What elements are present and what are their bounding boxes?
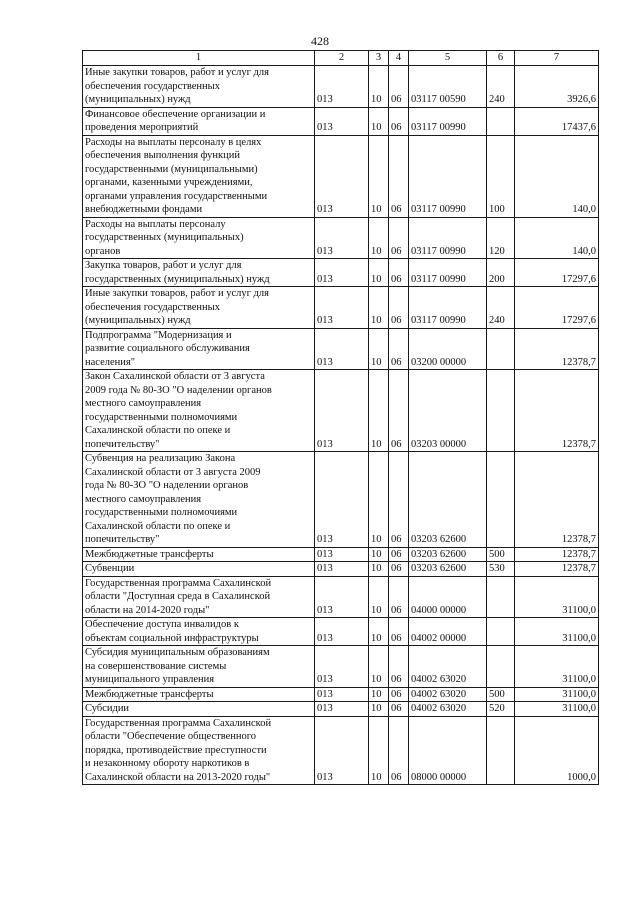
expense-type-cell: 530	[487, 562, 515, 577]
amount-cell: 17297,6	[515, 259, 599, 287]
amount-cell: 31100,0	[515, 687, 599, 702]
table-row	[83, 646, 599, 688]
expense-type-cell	[487, 452, 515, 548]
column-header-1: 1	[83, 51, 315, 66]
amount-cell: 31100,0	[515, 702, 599, 717]
target-article-cell: 08000 00000	[409, 716, 487, 785]
expense-type-cell	[487, 576, 515, 618]
expense-type-cell	[487, 716, 515, 785]
section-cell: 10	[369, 287, 389, 329]
code-cell: 013	[315, 452, 369, 548]
section-cell: 10	[369, 576, 389, 618]
table-row	[83, 452, 599, 548]
expense-type-cell: 100	[487, 135, 515, 217]
code-cell: 013	[315, 370, 369, 452]
subsection-cell: 06	[389, 562, 409, 577]
section-cell: 10	[369, 562, 389, 577]
table-row	[83, 702, 599, 717]
target-article-cell: 04002 63020	[409, 687, 487, 702]
expense-type-cell	[487, 107, 515, 135]
code-cell: 013	[315, 66, 369, 108]
subsection-cell: 06	[389, 287, 409, 329]
target-article-cell: 03117 00990	[409, 107, 487, 135]
expense-type-cell: 200	[487, 259, 515, 287]
amount-cell: 17297,6	[515, 287, 599, 329]
target-article-cell: 03117 00590	[409, 66, 487, 108]
table-row	[83, 618, 599, 646]
table-row	[83, 107, 599, 135]
subsection-cell: 06	[389, 259, 409, 287]
subsection-cell: 06	[389, 328, 409, 370]
name-cell: Обеспечение доступа инвалидов к объектам социальной инфраструктуры	[83, 618, 315, 646]
target-article-cell: 03203 62600	[409, 452, 487, 548]
subsection-cell: 06	[389, 702, 409, 717]
subsection-cell: 06	[389, 370, 409, 452]
subsection-cell: 06	[389, 716, 409, 785]
table-row	[83, 687, 599, 702]
subsection-cell: 06	[389, 687, 409, 702]
section-cell: 10	[369, 370, 389, 452]
name-cell: Иные закупки товаров, работ и услуг для обеспечения государственных (муниципальных) нужд	[83, 287, 315, 329]
name-cell: Закон Сахалинской области от 3 августа 2009 года № 80-ЗО "О наделении органов местного самоуправления государственными полномочиями Сахалинской области по опеке и попечительству"	[83, 370, 315, 452]
code-cell: 013	[315, 702, 369, 717]
target-article-cell: 03117 00990	[409, 135, 487, 217]
section-cell: 10	[369, 716, 389, 785]
code-cell: 013	[315, 646, 369, 688]
code-cell: 013	[315, 716, 369, 785]
expense-type-cell: 240	[487, 287, 515, 329]
amount-cell: 12378,7	[515, 547, 599, 562]
target-article-cell: 03117 00990	[409, 217, 487, 259]
subsection-cell: 06	[389, 66, 409, 108]
expense-type-cell	[487, 328, 515, 370]
header-row	[83, 51, 599, 66]
name-cell: Государственная программа Сахалинской области "Обеспечение общественного порядка, противодействие преступности и незаконному обороту наркотиков в Сахалинской области на 2013-2020 годы"	[83, 716, 315, 785]
target-article-cell: 03203 62600	[409, 547, 487, 562]
table-row	[83, 576, 599, 618]
section-cell: 10	[369, 66, 389, 108]
amount-cell: 17437,6	[515, 107, 599, 135]
name-cell: Субсидии	[83, 702, 315, 717]
subsection-cell: 06	[389, 135, 409, 217]
section-cell: 10	[369, 452, 389, 548]
name-cell: Субвенция на реализацию Закона Сахалинской области от 3 августа 2009 года № 80-ЗО "О наделении органов местного самоуправления государственными полномочиями Сахалинской области по опеке и попечительству"	[83, 452, 315, 548]
subsection-cell: 06	[389, 576, 409, 618]
amount-cell: 31100,0	[515, 646, 599, 688]
column-header-4: 4	[389, 51, 409, 66]
amount-cell: 3926,6	[515, 66, 599, 108]
expense-type-cell: 500	[487, 687, 515, 702]
target-article-cell: 04002 63020	[409, 702, 487, 717]
code-cell: 013	[315, 687, 369, 702]
code-cell: 013	[315, 217, 369, 259]
column-header-2: 2	[315, 51, 369, 66]
amount-cell: 31100,0	[515, 576, 599, 618]
subsection-cell: 06	[389, 217, 409, 259]
target-article-cell: 03200 00000	[409, 328, 487, 370]
section-cell: 10	[369, 135, 389, 217]
name-cell: Расходы на выплаты персоналу в целях обеспечения выполнения функций государственными (муниципальными) органами, казенными учреждениями, органами управления государственными внебюджетными фондами	[83, 135, 315, 217]
target-article-cell: 04002 63020	[409, 646, 487, 688]
name-cell: Иные закупки товаров, работ и услуг для обеспечения государственных (муниципальных) нужд	[83, 66, 315, 108]
column-header-5: 5	[409, 51, 487, 66]
section-cell: 10	[369, 687, 389, 702]
code-cell: 013	[315, 618, 369, 646]
table-row	[83, 716, 599, 785]
table-row	[83, 328, 599, 370]
target-article-cell: 03203 00000	[409, 370, 487, 452]
code-cell: 013	[315, 107, 369, 135]
expense-type-cell: 520	[487, 702, 515, 717]
target-article-cell: 03203 62600	[409, 562, 487, 577]
name-cell: Закупка товаров, работ и услуг для государственных (муниципальных) нужд	[83, 259, 315, 287]
table-row	[83, 66, 599, 108]
amount-cell: 12378,7	[515, 562, 599, 577]
name-cell: Расходы на выплаты персоналу государственных (муниципальных) органов	[83, 217, 315, 259]
name-cell: Межбюджетные трансферты	[83, 547, 315, 562]
section-cell: 10	[369, 646, 389, 688]
subsection-cell: 06	[389, 547, 409, 562]
expense-type-cell	[487, 370, 515, 452]
expense-type-cell: 120	[487, 217, 515, 259]
name-cell: Подпрограмма "Модернизация и развитие социального обслуживания населения"	[83, 328, 315, 370]
amount-cell: 31100,0	[515, 618, 599, 646]
subsection-cell: 06	[389, 452, 409, 548]
column-header-6: 6	[487, 51, 515, 66]
section-cell: 10	[369, 328, 389, 370]
code-cell: 013	[315, 328, 369, 370]
code-cell: 013	[315, 259, 369, 287]
amount-cell: 12378,7	[515, 370, 599, 452]
subsection-cell: 06	[389, 618, 409, 646]
name-cell: Субсидия муниципальным образованиям на совершенствование системы муниципального управления	[83, 646, 315, 688]
section-cell: 10	[369, 618, 389, 646]
table-row	[83, 562, 599, 577]
table-row	[83, 370, 599, 452]
code-cell: 013	[315, 547, 369, 562]
column-header-7: 7	[515, 51, 599, 66]
target-article-cell: 04000 00000	[409, 576, 487, 618]
name-cell: Межбюджетные трансферты	[83, 687, 315, 702]
target-article-cell: 03117 00990	[409, 259, 487, 287]
name-cell: Субвенции	[83, 562, 315, 577]
budget-table	[82, 50, 599, 785]
expense-type-cell	[487, 618, 515, 646]
table-row	[83, 547, 599, 562]
code-cell: 013	[315, 562, 369, 577]
subsection-cell: 06	[389, 107, 409, 135]
amount-cell: 12378,7	[515, 328, 599, 370]
expense-type-cell	[487, 646, 515, 688]
table-row	[83, 259, 599, 287]
section-cell: 10	[369, 547, 389, 562]
amount-cell: 1000,0	[515, 716, 599, 785]
code-cell: 013	[315, 576, 369, 618]
code-cell: 013	[315, 287, 369, 329]
amount-cell: 140,0	[515, 217, 599, 259]
name-cell: Государственная программа Сахалинской области "Доступная среда в Сахалинской области на 2014-2020 годы"	[83, 576, 315, 618]
page-number: 428	[311, 34, 329, 48]
section-cell: 10	[369, 107, 389, 135]
name-cell: Финансовое обеспечение организации и проведения мероприятий	[83, 107, 315, 135]
section-cell: 10	[369, 702, 389, 717]
expense-type-cell: 500	[487, 547, 515, 562]
amount-cell: 140,0	[515, 135, 599, 217]
column-header-3: 3	[369, 51, 389, 66]
code-cell: 013	[315, 135, 369, 217]
amount-cell: 12378,7	[515, 452, 599, 548]
section-cell: 10	[369, 217, 389, 259]
target-article-cell: 04002 00000	[409, 618, 487, 646]
expense-type-cell: 240	[487, 66, 515, 108]
section-cell: 10	[369, 259, 389, 287]
table-row	[83, 287, 599, 329]
table-row	[83, 135, 599, 217]
table-row	[83, 217, 599, 259]
subsection-cell: 06	[389, 646, 409, 688]
target-article-cell: 03117 00990	[409, 287, 487, 329]
